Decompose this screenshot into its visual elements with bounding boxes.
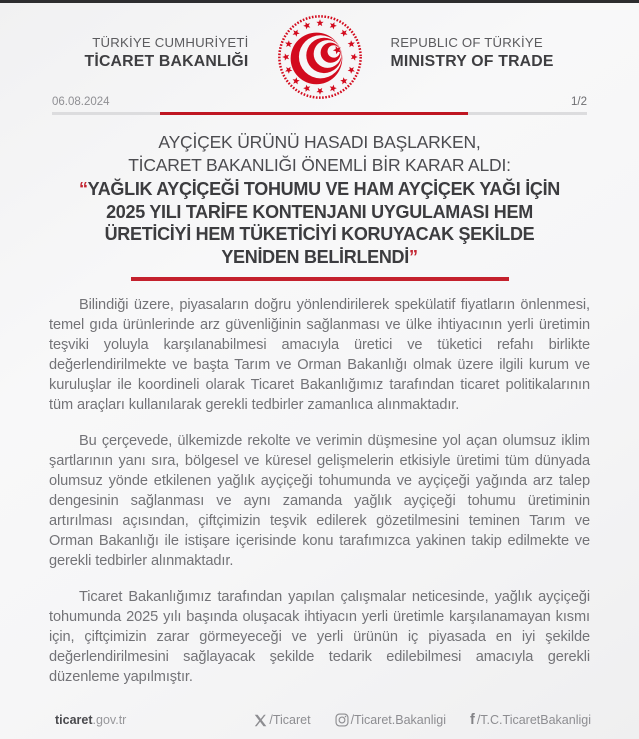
ministry-of-trade-emblem-icon — [276, 13, 364, 101]
header-divider — [52, 112, 587, 115]
date-label: 06.08.2024 — [52, 96, 110, 108]
facebook-handle: /T.C.TicaretBakanligi — [476, 713, 591, 727]
facebook-link[interactable] — [470, 713, 591, 727]
social-links — [254, 713, 591, 727]
open-quote: “ — [78, 179, 88, 199]
org-name-turkish — [45, 13, 249, 71]
x-handle: /Ticaret — [269, 713, 311, 727]
facebook-icon: f — [469, 712, 475, 728]
org-name-turkish-line2: TİCARET BAKANLIĞI — [84, 53, 249, 70]
website-link[interactable] — [55, 713, 126, 727]
instagram-handle: /Ticaret.Bakanligi — [350, 713, 446, 727]
paragraph-2: Bu çerçevede, ülkemizde rekolte ve verimin düşmesine yol açan olumsuz iklim şartlarının yanı sıra, bölgesel ve küresel gelişmelerin etkisiyle üretimi tüm dünyada olumsuz yönde etkilenen yağlık ayçiçeği tohumunda ve ayçiçeği yağında arz talep dengesinin sağlanması ve aynı zamanda yağlık ayçiçeği tohumu üretiminin artırılması açısından, çiftçimizin teşvik edilerek gözetilmesini teminen Tarım ve Orman Bakanlığı ile istişare içerisinde konu tarafımızca yakinen takip edilmekte ve gerekli tedbirler alınmaktadır. — [49, 433, 590, 569]
close-quote: ” — [408, 246, 418, 267]
subtitle-line-2: TİCARET BAKANLIĞI ÖNEMLİ BİR KARAR ALDI: — [128, 155, 511, 175]
org-name-english-line2: MINISTRY OF TRADE — [390, 53, 554, 70]
org-name-turkish-line1: TÜRKİYE CUMHURİYETİ — [92, 35, 249, 50]
paragraph-1: Bilindiği üzere, piyasaların doğru yönlendirilerek spekülatif fiyatların önlenmesi, temel gıda ürünlerinde arz güvenliğinin sağlanması ve ülke ihtiyacının yerli üretimin teşviki yoluyla karşılanabilmesi amacıyla üretici ve tüketici refahı birlikte değerlendirilmekte ve başta Tarım ve Orman Bakanlığı olmak üzere ilgili kurum ve kuruluşlar ile koordineli olarak Ticaret Bakanlığımız tarafından ticaret politikalarının tüm araçları kullanılarak gerekli tedbirler zamanlıca alınmaktadır. — [49, 297, 590, 413]
paragraph-3: Ticaret Bakanlığımız tarafından yapılan çalışmalar neticesinde, yağlık ayçiçeği tohumunda 2025 yılı başında oluşacak ihtiyacın yerli üretimle karşılanamayan kısmı için, çiftçimizin zarar görmeyeceği ve yerli ürünün iç piyasada en iyi şekilde değerlendirilmesini sağlayacak şekilde tedarik edilebilmesi amacıyla gerekli düzenleme yapılmıştır. — [49, 589, 590, 685]
header — [0, 0, 639, 101]
press-release-subtitle — [0, 131, 639, 177]
x-twitter-link[interactable] — [254, 713, 310, 727]
website-link-bold: ticaret — [55, 713, 93, 727]
x-logo-icon — [254, 714, 267, 727]
website-link-rest: .gov.tr — [92, 713, 127, 727]
instagram-link[interactable] — [335, 713, 446, 727]
headline-underline — [131, 277, 509, 281]
headline-line-2: 2025 YILI TARİFE KONTENJANI UYGULAMASI HEM — [106, 201, 533, 222]
footer — [55, 713, 591, 727]
subtitle-line-1: AYÇİÇEK ÜRÜNÜ HASADI BAŞLARKEN, — [158, 132, 481, 152]
press-release-body — [0, 295, 639, 687]
press-release-headline — [0, 178, 639, 268]
header-divider-red-segment — [160, 112, 468, 115]
page-number: 1/2 — [571, 96, 587, 108]
headline-line-3: ÜRETİCİYİ HEM TÜKETİCİYİ KORUYACAK ŞEKİLDE — [104, 224, 535, 244]
instagram-icon — [335, 713, 349, 727]
org-name-english — [391, 13, 595, 71]
top-accent-bar — [0, 0, 639, 3]
headline-line-4: YENİDEN BELİRLENDİ” — [221, 246, 418, 267]
headline-line-1: “YAĞLIK AYÇİÇEĞİ TOHUMU VE HAM AYÇİÇEK YAĞI İÇİN — [78, 179, 561, 199]
org-name-english-line1: REPUBLIC OF TÜRKİYE — [390, 35, 543, 50]
